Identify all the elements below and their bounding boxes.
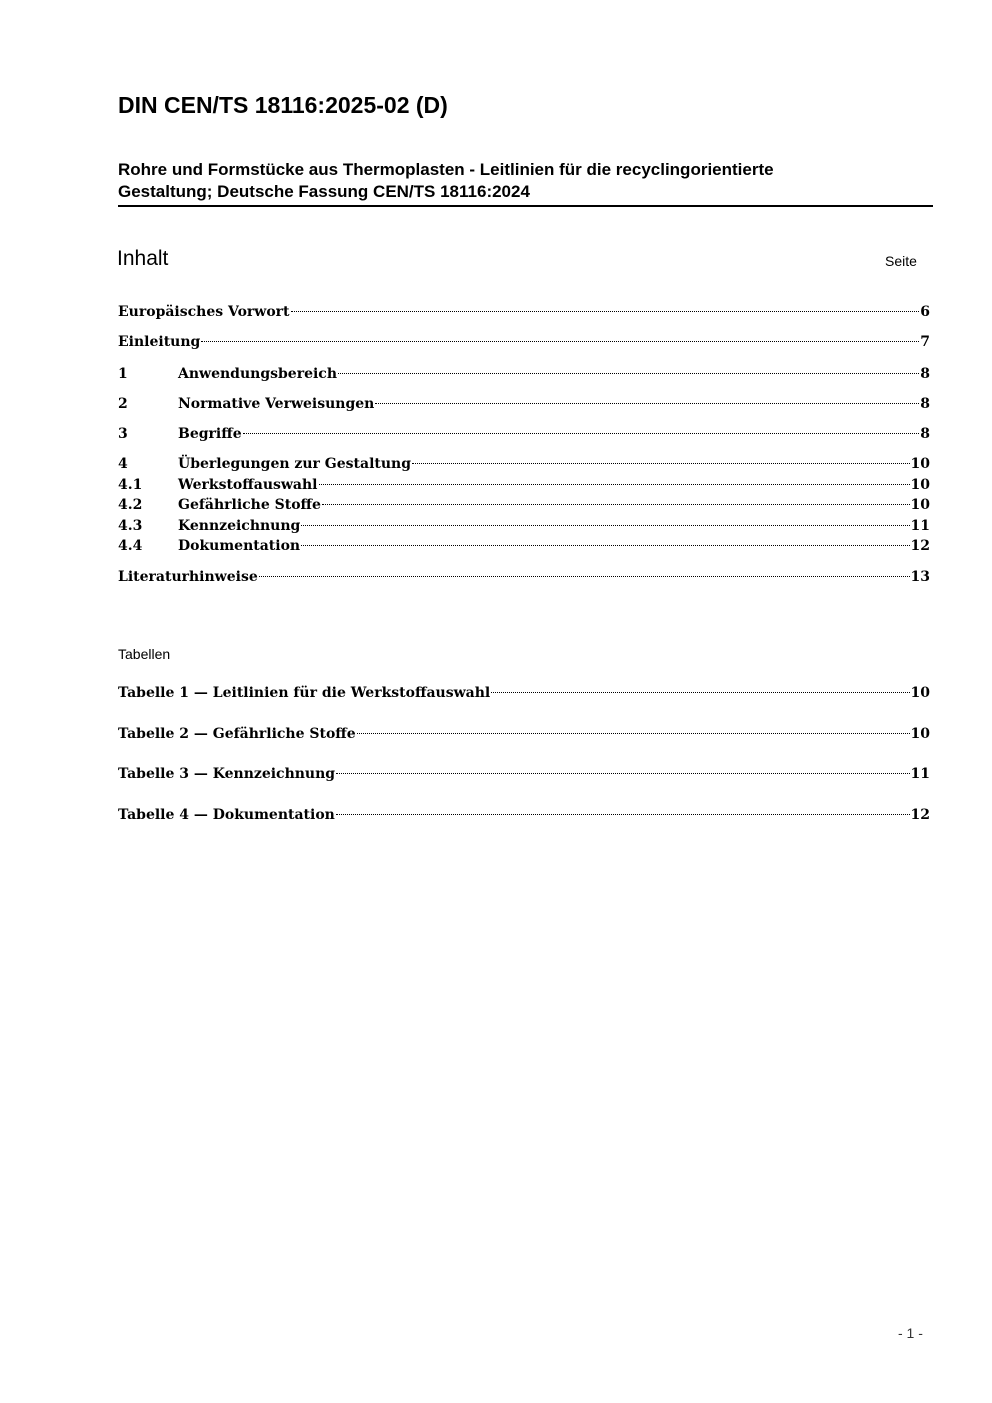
table-list-entry-2[interactable] [118,724,930,744]
tables-heading: Tabellen [118,646,171,662]
toc-entry-section-4-1[interactable] [118,475,930,495]
toc-entry-page: 7 [920,334,930,350]
table-list-entry-label: Tabelle 4 — Dokumentation [118,807,335,823]
toc-leader [336,814,910,815]
toc-leader [357,733,910,734]
toc-entry-number: 4.4 [118,538,143,554]
toc-entry-label: Werkstoffauswahl [178,477,318,493]
toc-entry-page: 10 [910,497,930,513]
toc-entry-page: 10 [910,456,930,472]
page-column-heading: Seite [885,253,917,269]
toc-leader [375,403,919,404]
toc-leader [336,773,909,774]
table-list-entry-page: 10 [910,726,930,742]
table-list-entry-3[interactable] [118,764,930,784]
toc-entry-page: 12 [910,538,930,554]
toc-entry-page: 6 [920,304,930,320]
document-title-line-1: Rohre und Formstücke aus Thermoplasten - Leitlinien für die recyclingorientierte [118,160,774,179]
toc-leader [338,373,919,374]
toc-entry-section-1[interactable] [118,364,930,384]
toc-entry-number: 1 [118,366,128,382]
toc-leader [291,311,920,312]
table-list-entry-page: 11 [910,766,930,782]
toc-entry-section-2[interactable] [118,394,930,414]
toc-leader [322,504,910,505]
toc-entry-label: Anwendungsbereich [178,366,337,382]
table-list-entry-label: Tabelle 1 — Leitlinien für die Werkstoffauswahl [118,685,491,701]
toc-entry-page: 8 [920,396,930,412]
toc-leader [259,576,910,577]
toc-entry-label: Einleitung [118,334,201,350]
toc-entry-page: 8 [920,426,930,442]
toc-entry-number: 3 [118,426,128,442]
table-list-entry-1[interactable] [118,683,930,703]
toc-entry-label: Begriffe [178,426,242,442]
toc-entry-foreword[interactable] [118,302,930,322]
toc-entry-label: Europäisches Vorwort [118,304,290,320]
toc-leader [491,692,909,693]
table-list-entry-4[interactable] [118,805,930,825]
toc-entry-number: 4 [118,456,128,472]
toc-entry-label: Kennzeichnung [178,518,301,534]
toc-entry-section-4-2[interactable] [118,495,930,515]
toc-leader [201,341,919,342]
document-title-line-2: Gestaltung; Deutsche Fassung CEN/TS 18116:2024 [118,182,530,201]
toc-leader [319,484,910,485]
toc-entry-label: Normative Verweisungen [178,396,375,412]
document-id: DIN CEN/TS 18116:2025-02 (D) [118,92,448,118]
toc-entry-section-4[interactable] [118,454,930,474]
toc-entry-bibliography[interactable] [118,567,930,587]
toc-entry-label: Gefährliche Stoffe [178,497,321,513]
toc-leader [301,525,909,526]
toc-leader [243,433,920,434]
toc-entry-label: Dokumentation [178,538,301,554]
table-list-entry-page: 12 [910,807,930,823]
toc-entry-label: Literaturhinweise [118,569,258,585]
table-list-entry-label: Tabelle 2 — Gefährliche Stoffe [118,726,356,742]
toc-entry-section-4-4[interactable] [118,536,930,556]
toc-leader [301,545,909,546]
toc-entry-introduction[interactable] [118,332,930,352]
toc-entry-page: 8 [920,366,930,382]
contents-heading: Inhalt [117,247,169,270]
toc-entry-page: 11 [910,518,930,534]
toc-entry-number: 2 [118,396,128,412]
page-number: - 1 - [898,1325,923,1341]
toc-entry-section-4-3[interactable] [118,516,930,536]
toc-entry-number: 4.2 [118,497,143,513]
document-title [118,159,933,207]
toc-entry-number: 4.1 [118,477,143,493]
toc-leader [412,463,910,464]
toc-entry-page: 13 [910,569,930,585]
table-list-entry-label: Tabelle 3 — Kennzeichnung [118,766,336,782]
toc-entry-label: Überlegungen zur Gestaltung [178,456,411,472]
toc-entry-section-3[interactable] [118,424,930,444]
toc-entry-number: 4.3 [118,518,143,534]
toc-entry-page: 10 [910,477,930,493]
table-list-entry-page: 10 [910,685,930,701]
